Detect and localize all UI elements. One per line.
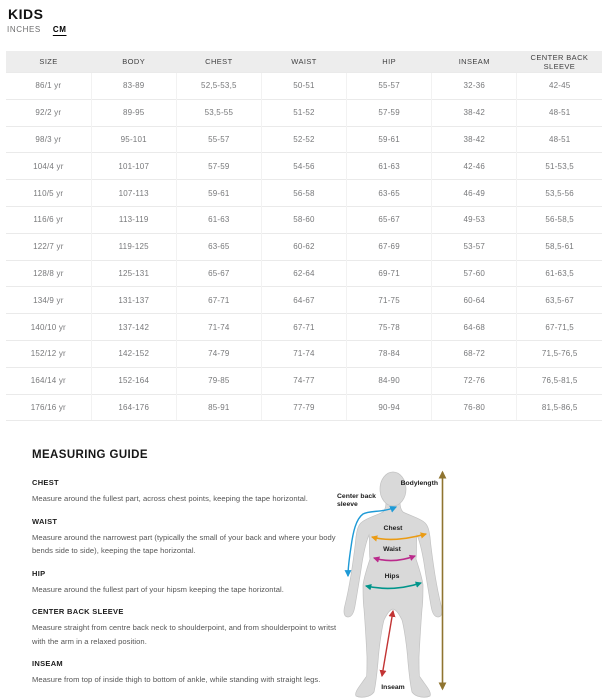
body-head (380, 472, 406, 506)
guide-section-text: Measure straight from centre back neck to shoulderpoint, and from shoulderpoint to writst with the arm in a relaxed position. (32, 623, 337, 646)
hip-cell: 59-61 (347, 126, 432, 153)
waist-cell: 58-60 (261, 206, 346, 233)
hip-cell: 67-69 (347, 233, 432, 260)
hip-cell: 78-84 (347, 340, 432, 367)
hip-cell: 69-71 (347, 260, 432, 287)
size-cell: 152/12 yr (6, 340, 91, 367)
size-chart-table (6, 51, 602, 421)
inseam-cell: 68-72 (432, 340, 517, 367)
page-title: KIDS (8, 6, 44, 22)
waist-cell: 54-56 (261, 153, 346, 180)
chest-cell: 74-79 (176, 340, 261, 367)
chest-cell: 65-67 (176, 260, 261, 287)
cbs-cell: 63,5-67 (517, 287, 602, 314)
cbs-cell: 61-63,5 (517, 260, 602, 287)
waist-cell: 74-77 (261, 367, 346, 394)
inseam-cell: 38-42 (432, 99, 517, 126)
body-cell: 131-137 (91, 287, 176, 314)
size-cell: 176/16 yr (6, 394, 91, 421)
col-header-inseam: INSEAM (432, 51, 517, 73)
measuring-diagram (330, 462, 608, 700)
cbs-cell: 56-58,5 (517, 206, 602, 233)
measuring-guide-title: MEASURING GUIDE (32, 449, 148, 461)
body-cell: 101-107 (91, 153, 176, 180)
body-cell: 152-164 (91, 367, 176, 394)
cbs-cell: 81,5-86,5 (517, 394, 602, 421)
hip-cell: 61-63 (347, 153, 432, 180)
chest-cell: 71-74 (176, 314, 261, 341)
guide-section-text: Measure around the fullest part of your hipsm keeping the tape horizontal. (32, 584, 284, 594)
inseam-cell: 60-64 (432, 287, 517, 314)
table-row (6, 153, 602, 180)
body-cell: 137-142 (91, 314, 176, 341)
cbs-cell: 58,5-61 (517, 233, 602, 260)
chest-cell: 67-71 (176, 287, 261, 314)
inseam-cell: 64-68 (432, 314, 517, 341)
waist-cell: 60-62 (261, 233, 346, 260)
table-row (6, 99, 602, 126)
chest-cell: 85-91 (176, 394, 261, 421)
guide-section-hip (32, 569, 338, 597)
center-back-sleeve-label-line1: Center back (337, 493, 376, 500)
waist-cell: 51-52 (261, 99, 346, 126)
hip-cell: 65-67 (347, 206, 432, 233)
cbs-cell: 48-51 (517, 99, 602, 126)
inseam-cell: 32-36 (432, 73, 517, 100)
table-row (6, 314, 602, 341)
size-cell: 128/8 yr (6, 260, 91, 287)
body-silhouette (344, 472, 442, 697)
waist-cell: 52-52 (261, 126, 346, 153)
size-cell: 104/4 yr (6, 153, 91, 180)
chest-label: Chest (383, 525, 403, 532)
inseam-cell: 46-49 (432, 180, 517, 207)
chest-cell: 55-57 (176, 126, 261, 153)
guide-section-inseam (32, 659, 338, 687)
guide-section-title: CENTER BACK SLEEVE (32, 607, 124, 616)
table-row (6, 73, 602, 100)
waist-cell: 64-67 (261, 287, 346, 314)
hip-cell: 63-65 (347, 180, 432, 207)
col-header-body: BODY (91, 51, 176, 73)
tab-cm[interactable]: CM (52, 25, 67, 34)
unit-toggle (7, 25, 66, 34)
guide-section-text: Measure around the narrowest part (typically the small of your back and where your body bends side to side), keeping the tape horizontal. (32, 532, 336, 555)
size-cell: 98/3 yr (6, 126, 91, 153)
chest-cell: 59-61 (176, 180, 261, 207)
chest-cell: 53,5-55 (176, 99, 261, 126)
col-header-size: SIZE (6, 51, 91, 73)
size-cell: 140/10 yr (6, 314, 91, 341)
col-header-center-back-sleeve: CENTER BACK SLEEVE (517, 51, 602, 73)
waist-cell: 67-71 (261, 314, 346, 341)
cbs-cell: 53,5-56 (517, 180, 602, 207)
chest-cell: 52,5-53,5 (176, 73, 261, 100)
col-header-waist: WAIST (261, 51, 346, 73)
body-cell: 113-119 (91, 206, 176, 233)
waist-cell: 71-74 (261, 340, 346, 367)
body-cell: 89-95 (91, 99, 176, 126)
body-cell: 83-89 (91, 73, 176, 100)
hip-cell: 55-57 (347, 73, 432, 100)
hip-cell: 57-59 (347, 99, 432, 126)
size-cell: 86/1 yr (6, 73, 91, 100)
bodylength-label: Bodylength (400, 480, 438, 487)
waist-label: Waist (383, 546, 401, 553)
col-header-hip: HIP (347, 51, 432, 73)
size-cell: 134/9 yr (6, 287, 91, 314)
table-header-row (6, 51, 602, 73)
hip-cell: 84-90 (347, 367, 432, 394)
guide-section-text: Measure from top of inside thigh to bottom of ankle, while standing with straight legs. (32, 675, 321, 684)
inseam-cell: 57-60 (432, 260, 517, 287)
cbs-cell: 51-53,5 (517, 153, 602, 180)
center-back-sleeve-label-line2: sleeve (337, 501, 358, 508)
guide-section-title: WAIST (32, 516, 58, 526)
table-row (6, 180, 602, 207)
body-cell: 164-176 (91, 394, 176, 421)
guide-section-center-back-sleeve (32, 607, 338, 648)
table-row (6, 126, 602, 153)
waist-cell: 56-58 (261, 180, 346, 207)
inseam-label: Inseam (381, 684, 405, 691)
size-cell: 92/2 yr (6, 99, 91, 126)
size-cell: 110/5 yr (6, 180, 91, 207)
table-row (6, 287, 602, 314)
size-cell: 116/6 yr (6, 206, 91, 233)
chest-cell: 79-85 (176, 367, 261, 394)
guide-section-text: Measure around the fullest part, across chest points, keeping the tape horizontal. (32, 494, 308, 503)
guide-section-chest (32, 478, 338, 506)
hip-cell: 71-75 (347, 287, 432, 314)
inseam-cell: 49-53 (432, 206, 517, 233)
col-header-chest: CHEST (176, 51, 261, 73)
guide-section-waist (32, 517, 338, 558)
guide-section-title: CHEST (32, 478, 59, 487)
waist-cell: 50-51 (261, 73, 346, 100)
table-row (6, 367, 602, 394)
body-cell: 142-152 (91, 340, 176, 367)
size-cell: 164/14 yr (6, 367, 91, 394)
inseam-cell: 38-42 (432, 126, 517, 153)
measuring-guide (32, 449, 338, 698)
table-row (6, 394, 602, 421)
guide-section-title: HIP (32, 568, 46, 578)
table-row (6, 206, 602, 233)
hip-cell: 90-94 (347, 394, 432, 421)
cbs-cell: 48-51 (517, 126, 602, 153)
table-row (6, 260, 602, 287)
waist-cell: 77-79 (261, 394, 346, 421)
chest-cell: 61-63 (176, 206, 261, 233)
tab-inches[interactable]: INCHES (7, 25, 41, 34)
hips-label: Hips (384, 573, 400, 580)
table-row (6, 340, 602, 367)
table-row (6, 233, 602, 260)
inseam-cell: 76-80 (432, 394, 517, 421)
inseam-cell: 53-57 (432, 233, 517, 260)
cbs-cell: 42-45 (517, 73, 602, 100)
hip-cell: 75-78 (347, 314, 432, 341)
cbs-cell: 71,5-76,5 (517, 340, 602, 367)
inseam-cell: 42-46 (432, 153, 517, 180)
body-cell: 125-131 (91, 260, 176, 287)
size-cell: 122/7 yr (6, 233, 91, 260)
waist-cell: 62-64 (261, 260, 346, 287)
body-cell: 119-125 (91, 233, 176, 260)
guide-section-title: INSEAM (32, 659, 63, 668)
body-cell: 107-113 (91, 180, 176, 207)
cbs-cell: 76,5-81,5 (517, 367, 602, 394)
body-cell: 95-101 (91, 126, 176, 153)
chest-cell: 57-59 (176, 153, 261, 180)
chest-cell: 63-65 (176, 233, 261, 260)
cbs-cell: 67-71,5 (517, 314, 602, 341)
inseam-cell: 72-76 (432, 367, 517, 394)
